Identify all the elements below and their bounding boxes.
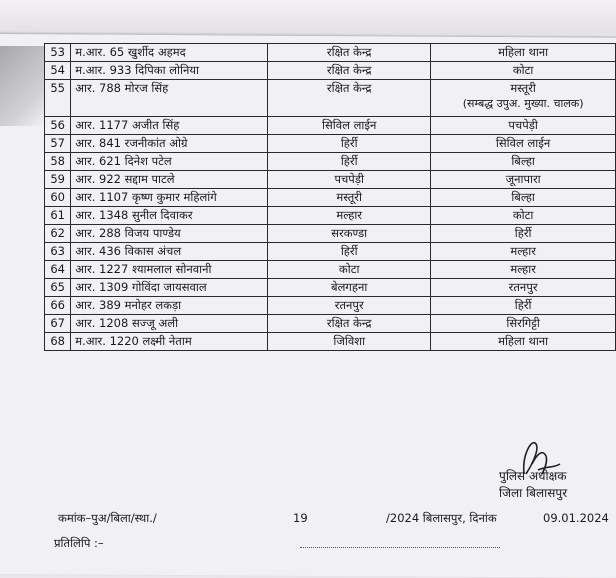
serial-number-cell-text: 54 <box>50 63 65 77</box>
table-row <box>45 44 616 62</box>
employee-name-cell-text: म.आर. 65 खुर्शीद अहमद <box>75 45 186 59</box>
from-posting-cell-text: मल्हार <box>336 208 363 222</box>
from-posting-cell-text: रक्षित केन्द्र <box>326 81 372 95</box>
employee-name-cell <box>71 207 268 225</box>
table-row <box>45 189 616 207</box>
from-posting-cell <box>268 189 431 207</box>
serial-number-cell-text: 67 <box>50 316 65 330</box>
to-posting-cell <box>431 279 616 297</box>
table-row <box>45 297 616 315</box>
table-row <box>45 135 616 153</box>
serial-number-cell <box>45 153 71 171</box>
serial-number-cell <box>45 117 71 135</box>
employee-name-cell <box>71 315 268 333</box>
serial-number-cell <box>45 315 71 333</box>
to-posting-cell-text: बिल्हा <box>511 190 535 204</box>
table-row <box>45 279 616 297</box>
to-posting-cell-text: हिर्री <box>514 226 532 240</box>
employee-name-cell-text: आर. 288 विजय पाण्डेय <box>75 226 181 240</box>
from-posting-cell <box>268 297 431 315</box>
employee-name-cell <box>71 135 268 153</box>
serial-number-cell <box>45 80 71 117</box>
table-row <box>45 243 616 261</box>
from-posting-cell-text: रक्षित केन्द्र <box>326 316 372 330</box>
serial-number-cell <box>45 171 71 189</box>
serial-number-cell-text: 66 <box>50 298 65 312</box>
to-posting-cell-text: महिला थाना <box>498 334 549 348</box>
to-posting-cell <box>431 80 616 117</box>
employee-name-cell <box>71 80 268 117</box>
serial-number-cell <box>45 279 71 297</box>
from-posting-cell-text: पचपेड़ी <box>334 172 364 186</box>
to-posting-cell-text: मस्तूरी <box>510 81 536 95</box>
serial-number-cell <box>45 225 71 243</box>
employee-name-cell-text: आर. 621 दिनेश पटेल <box>75 154 172 168</box>
from-posting-cell <box>268 153 431 171</box>
issue-date: 09.01.2024 <box>543 511 609 525</box>
from-posting-cell <box>268 62 431 80</box>
background-strip <box>0 0 616 34</box>
to-posting-cell <box>431 261 616 279</box>
serial-number-cell <box>45 243 71 261</box>
table-row <box>45 207 616 225</box>
from-posting-cell <box>268 80 431 117</box>
to-posting-cell-text: जूनापारा <box>505 172 541 186</box>
from-posting-cell-text: जिविशा <box>333 334 366 348</box>
employee-name-cell <box>71 261 268 279</box>
from-posting-cell-text: रक्षित केन्द्र <box>326 45 372 59</box>
table-row <box>45 80 616 117</box>
from-posting-cell-text: सरकण्डा <box>331 226 368 240</box>
table-row <box>45 315 616 333</box>
to-posting-cell-text: महिला थाना <box>498 45 549 59</box>
from-posting-cell <box>268 315 431 333</box>
table-row <box>45 261 616 279</box>
employee-name-cell <box>71 225 268 243</box>
transfer-table <box>44 43 616 351</box>
serial-number-cell <box>45 261 71 279</box>
to-posting-cell-text: हिर्री <box>514 298 532 312</box>
to-posting-cell <box>431 44 616 62</box>
from-posting-cell <box>268 207 431 225</box>
serial-number-cell-text: 63 <box>50 244 65 258</box>
page-fold-shadow <box>0 46 44 126</box>
employee-name-cell-text: आर. 841 रजनीकांत ओग्रे <box>75 136 188 150</box>
table-row <box>45 117 616 135</box>
serial-number-cell-text: 61 <box>50 208 65 222</box>
serial-number-cell <box>45 207 71 225</box>
to-posting-cell-text: रतनपुर <box>508 280 538 294</box>
serial-number-cell-text: 57 <box>50 136 65 150</box>
to-posting-cell-text: मल्हार <box>510 262 536 276</box>
from-posting-cell <box>268 333 431 351</box>
to-posting-cell-text: सिविल लाईन <box>495 136 551 150</box>
to-posting-cell-text: कोटा <box>512 63 534 77</box>
serial-number-cell-text: 64 <box>50 262 65 276</box>
from-posting-cell-text: मस्तूरी <box>336 190 362 204</box>
table-row <box>45 153 616 171</box>
from-posting-cell-text: बेलगहना <box>331 280 368 294</box>
serial-number-cell <box>45 297 71 315</box>
from-posting-cell <box>268 279 431 297</box>
to-posting-cell-text: मल्हार <box>510 244 536 258</box>
from-posting-cell-text: हिर्री <box>340 154 358 168</box>
to-posting-cell <box>431 243 616 261</box>
employee-name-cell <box>71 189 268 207</box>
to-posting-cell-text: सिरगिट्टी <box>506 316 540 330</box>
from-posting-cell <box>268 225 431 243</box>
table-row <box>45 171 616 189</box>
to-posting-cell-text: कोटा <box>512 208 534 222</box>
employee-name-cell-text: आर. 1107 कृष्ण कुमार महिलांगे <box>75 190 217 204</box>
from-posting-cell-text: रक्षित केन्द्र <box>326 63 372 77</box>
from-posting-cell-text: हिर्री <box>340 136 358 150</box>
from-posting-cell <box>268 117 431 135</box>
serial-number-cell-text: 56 <box>50 118 65 132</box>
table-row <box>45 225 616 243</box>
copy-to-label: प्रतिलिपि :– <box>54 536 104 550</box>
to-posting-cell <box>431 62 616 80</box>
employee-name-cell-text: म.आर. 1220 लक्ष्मी नेताम <box>75 334 192 348</box>
to-posting-cell <box>431 315 616 333</box>
signature-block <box>499 468 567 502</box>
serial-number-cell <box>45 135 71 153</box>
serial-number-cell <box>45 62 71 80</box>
to-posting-cell <box>431 225 616 243</box>
employee-name-cell <box>71 153 268 171</box>
to-posting-cell-text: बिल्हा <box>511 154 535 168</box>
serial-number-cell-text: 53 <box>50 45 65 59</box>
to-posting-cell <box>431 333 616 351</box>
employee-name-cell-text: आर. 1208 सज्जू अली <box>75 316 179 330</box>
from-posting-cell <box>268 171 431 189</box>
reference-label: कमांक–पुअ/बिला/स्था./ <box>58 511 157 525</box>
from-posting-cell-text: सिविल लाईन <box>322 118 377 132</box>
employee-name-cell-text: आर. 1309 गोविंदा जायसवाल <box>75 280 207 294</box>
employee-name-cell-text: म.आर. 933 दिपिका लोनिया <box>75 63 200 77</box>
to-posting-cell <box>431 135 616 153</box>
from-posting-cell-text: हिर्री <box>340 244 358 258</box>
serial-number-cell-text: 65 <box>50 280 65 294</box>
from-posting-cell <box>268 243 431 261</box>
table-row <box>45 62 616 80</box>
to-posting-cell <box>431 171 616 189</box>
serial-number-cell <box>45 44 71 62</box>
employee-name-cell-text: आर. 1348 सुनील दिवाकर <box>75 208 193 222</box>
serial-number-cell-text: 60 <box>50 190 65 204</box>
employee-name-cell <box>71 297 268 315</box>
from-posting-cell-text: कोटा <box>338 262 360 276</box>
employee-name-cell <box>71 279 268 297</box>
place-date-label: /2024 बिलासपुर, दिनांक <box>386 511 497 525</box>
to-posting-cell <box>431 117 616 135</box>
serial-number-cell-text: 62 <box>50 226 65 240</box>
serial-number-cell-text: 55 <box>50 81 65 95</box>
from-posting-cell <box>268 135 431 153</box>
employee-name-cell <box>71 171 268 189</box>
employee-name-cell-text: आर. 1227 श्यामलाल सोनवानी <box>75 262 212 276</box>
serial-number-cell-text: 59 <box>50 172 65 186</box>
from-posting-cell <box>268 261 431 279</box>
serial-number-cell-text: 68 <box>50 334 65 348</box>
reference-number: 19 <box>293 511 308 525</box>
employee-name-cell-text: आर. 1177 अजीत सिंह <box>75 118 180 132</box>
employee-name-cell-text: आर. 922 सद्दाम पाटले <box>75 172 175 186</box>
employee-name-cell <box>71 117 268 135</box>
attachment-note: (सम्बद्ध उपुअ. मुख्या. चालक) <box>462 97 584 110</box>
serial-number-cell <box>45 333 71 351</box>
employee-name-cell-text: आर. 389 मनोहर लकड़ा <box>75 298 182 312</box>
employee-name-cell <box>71 243 268 261</box>
signature-designation: पुलिस अधीक्षक <box>499 469 567 483</box>
to-posting-cell <box>431 207 616 225</box>
signature-district: जिला बिलासपुर <box>499 486 568 500</box>
to-posting-cell-text: पचपेड़ी <box>508 118 538 132</box>
serial-number-cell <box>45 189 71 207</box>
from-posting-cell <box>268 44 431 62</box>
to-posting-cell <box>431 189 616 207</box>
employee-name-cell <box>71 333 268 351</box>
employee-name-cell-text: आर. 788 मोरज सिंह <box>75 81 169 95</box>
table-row <box>45 333 616 351</box>
employee-name-cell-text: आर. 436 विकास अंचल <box>75 244 182 258</box>
employee-name-cell <box>71 44 268 62</box>
from-posting-cell-text: रतनपुर <box>334 298 364 312</box>
to-posting-cell <box>431 153 616 171</box>
employee-name-cell <box>71 62 268 80</box>
serial-number-cell-text: 58 <box>50 154 65 168</box>
to-posting-cell <box>431 297 616 315</box>
